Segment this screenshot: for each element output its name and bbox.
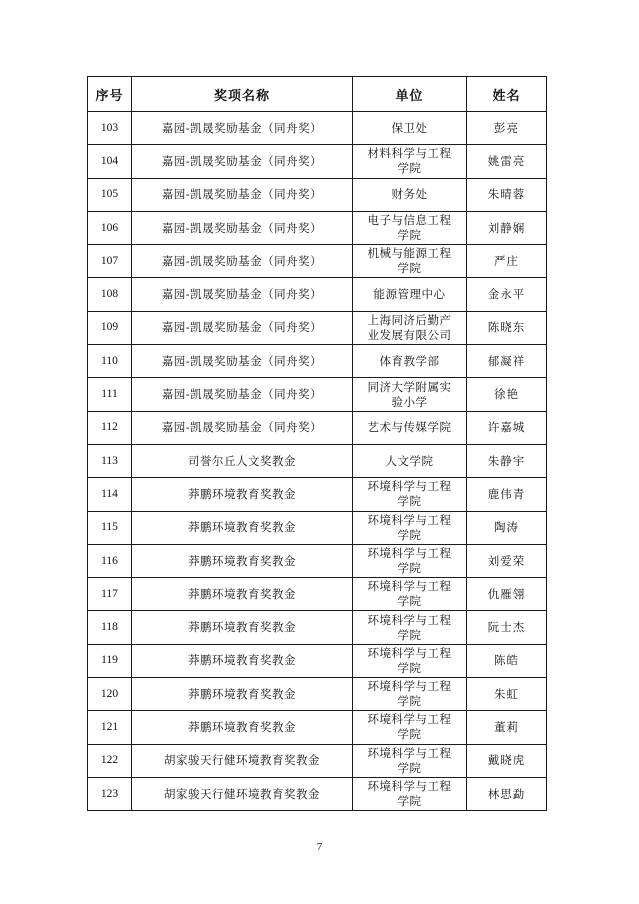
- table-row: [88, 644, 547, 677]
- award-name-cell: 莽鹏环境教育奖教金: [132, 711, 353, 744]
- award-name-cell: 嘉园-凯晟奖励基金（同舟奖）: [132, 211, 353, 244]
- header-award-name: 奖项名称: [132, 77, 353, 112]
- award-name-cell: 嘉园-凯晟奖励基金（同舟奖）: [132, 278, 353, 311]
- unit-cell: 同济大学附属实 验小学: [353, 378, 467, 411]
- serial-number-cell: 117: [88, 578, 132, 611]
- unit-cell: 环境科学与工程 学院: [353, 644, 467, 677]
- person-name-cell: 金永平: [467, 278, 547, 311]
- serial-number-cell: 114: [88, 478, 132, 511]
- unit-cell: 环境科学与工程 学院: [353, 611, 467, 644]
- header-serial-number: 序号: [88, 77, 132, 112]
- unit-cell: 艺术与传媒学院: [353, 411, 467, 444]
- table-row: [88, 411, 547, 444]
- person-name-cell: 许嘉城: [467, 411, 547, 444]
- award-name-cell: 莽鹏环境教育奖教金: [132, 578, 353, 611]
- award-name-cell: 嘉园-凯晟奖励基金（同舟奖）: [132, 178, 353, 211]
- person-name-cell: 郁凝祥: [467, 345, 547, 378]
- unit-cell: 环境科学与工程 学院: [353, 678, 467, 711]
- header-person-name: 姓名: [467, 77, 547, 112]
- serial-number-cell: 106: [88, 211, 132, 244]
- unit-cell: 环境科学与工程 学院: [353, 711, 467, 744]
- serial-number-cell: 113: [88, 444, 132, 477]
- award-name-cell: 嘉园-凯晟奖励基金（同舟奖）: [132, 311, 353, 344]
- award-name-cell: 司誉尔丘人文奖教金: [132, 444, 353, 477]
- person-name-cell: 严庄: [467, 245, 547, 278]
- unit-cell: 环境科学与工程 学院: [353, 777, 467, 810]
- serial-number-cell: 118: [88, 611, 132, 644]
- serial-number-cell: 121: [88, 711, 132, 744]
- person-name-cell: 戴晓虎: [467, 744, 547, 777]
- serial-number-cell: 120: [88, 678, 132, 711]
- header-row: [88, 77, 547, 112]
- serial-number-cell: 107: [88, 245, 132, 278]
- table-row: [88, 678, 547, 711]
- person-name-cell: 董莉: [467, 711, 547, 744]
- award-name-cell: 嘉园-凯晟奖励基金（同舟奖）: [132, 245, 353, 278]
- table-body: [88, 112, 547, 811]
- table-row: [88, 178, 547, 211]
- unit-cell: 环境科学与工程 学院: [353, 478, 467, 511]
- serial-number-cell: 108: [88, 278, 132, 311]
- award-name-cell: 嘉园-凯晟奖励基金（同舟奖）: [132, 345, 353, 378]
- table-header: [88, 77, 547, 112]
- serial-number-cell: 110: [88, 345, 132, 378]
- unit-cell: 人文学院: [353, 444, 467, 477]
- unit-cell: 财务处: [353, 178, 467, 211]
- award-name-cell: 胡家骏天行健环境教育奖教金: [132, 744, 353, 777]
- unit-cell: 机械与能源工程 学院: [353, 245, 467, 278]
- table-row: [88, 278, 547, 311]
- unit-cell: 环境科学与工程 学院: [353, 744, 467, 777]
- serial-number-cell: 123: [88, 777, 132, 810]
- award-name-cell: 莽鹏环境教育奖教金: [132, 678, 353, 711]
- award-name-cell: 莽鹏环境教育奖教金: [132, 478, 353, 511]
- table-row: [88, 711, 547, 744]
- award-name-cell: 胡家骏天行健环境教育奖教金: [132, 777, 353, 810]
- person-name-cell: 鹿伟青: [467, 478, 547, 511]
- person-name-cell: 阮士杰: [467, 611, 547, 644]
- serial-number-cell: 115: [88, 511, 132, 544]
- table-row: [88, 444, 547, 477]
- person-name-cell: 陶涛: [467, 511, 547, 544]
- unit-cell: 电子与信息工程 学院: [353, 211, 467, 244]
- person-name-cell: 徐艳: [467, 378, 547, 411]
- unit-cell: 材料科学与工程 学院: [353, 145, 467, 178]
- person-name-cell: 朱静宇: [467, 444, 547, 477]
- award-name-cell: 嘉园-凯晟奖励基金（同舟奖）: [132, 378, 353, 411]
- serial-number-cell: 103: [88, 112, 132, 145]
- award-name-cell: 嘉园-凯晟奖励基金（同舟奖）: [132, 112, 353, 145]
- serial-number-cell: 111: [88, 378, 132, 411]
- serial-number-cell: 122: [88, 744, 132, 777]
- table-row: [88, 345, 547, 378]
- awards-table: [87, 76, 547, 811]
- person-name-cell: 彭亮: [467, 112, 547, 145]
- table-row: [88, 112, 547, 145]
- table-row: [88, 777, 547, 810]
- award-name-cell: 莽鹏环境教育奖教金: [132, 511, 353, 544]
- unit-cell: 保卫处: [353, 112, 467, 145]
- serial-number-cell: 112: [88, 411, 132, 444]
- serial-number-cell: 109: [88, 311, 132, 344]
- person-name-cell: 姚雷亮: [467, 145, 547, 178]
- person-name-cell: 陈皓: [467, 644, 547, 677]
- table-row: [88, 611, 547, 644]
- person-name-cell: 刘爱荣: [467, 544, 547, 577]
- person-name-cell: 陈晓东: [467, 311, 547, 344]
- table-row: [88, 211, 547, 244]
- page-number: 7: [316, 841, 323, 853]
- serial-number-cell: 104: [88, 145, 132, 178]
- header-unit: 单位: [353, 77, 467, 112]
- person-name-cell: 朱晴蓉: [467, 178, 547, 211]
- unit-cell: 能源管理中心: [353, 278, 467, 311]
- table-row: [88, 245, 547, 278]
- unit-cell: 环境科学与工程 学院: [353, 511, 467, 544]
- table-row: [88, 478, 547, 511]
- award-name-cell: 莽鹏环境教育奖教金: [132, 611, 353, 644]
- table-row: [88, 511, 547, 544]
- award-name-cell: 嘉园-凯晟奖励基金（同舟奖）: [132, 145, 353, 178]
- person-name-cell: 仇雁翎: [467, 578, 547, 611]
- serial-number-cell: 105: [88, 178, 132, 211]
- person-name-cell: 朱虹: [467, 678, 547, 711]
- award-name-cell: 莽鹏环境教育奖教金: [132, 644, 353, 677]
- unit-cell: 体育教学部: [353, 345, 467, 378]
- award-name-cell: 莽鹏环境教育奖教金: [132, 544, 353, 577]
- serial-number-cell: 116: [88, 544, 132, 577]
- unit-cell: 环境科学与工程 学院: [353, 544, 467, 577]
- award-name-cell: 嘉园-凯晟奖励基金（同舟奖）: [132, 411, 353, 444]
- unit-cell: 环境科学与工程 学院: [353, 578, 467, 611]
- person-name-cell: 刘静娴: [467, 211, 547, 244]
- table-row: [88, 578, 547, 611]
- serial-number-cell: 119: [88, 644, 132, 677]
- table-row: [88, 744, 547, 777]
- table-row: [88, 311, 547, 344]
- table-row: [88, 378, 547, 411]
- person-name-cell: 林思勐: [467, 777, 547, 810]
- unit-cell: 上海同济后勤产 业发展有限公司: [353, 311, 467, 344]
- table-row: [88, 544, 547, 577]
- table-row: [88, 145, 547, 178]
